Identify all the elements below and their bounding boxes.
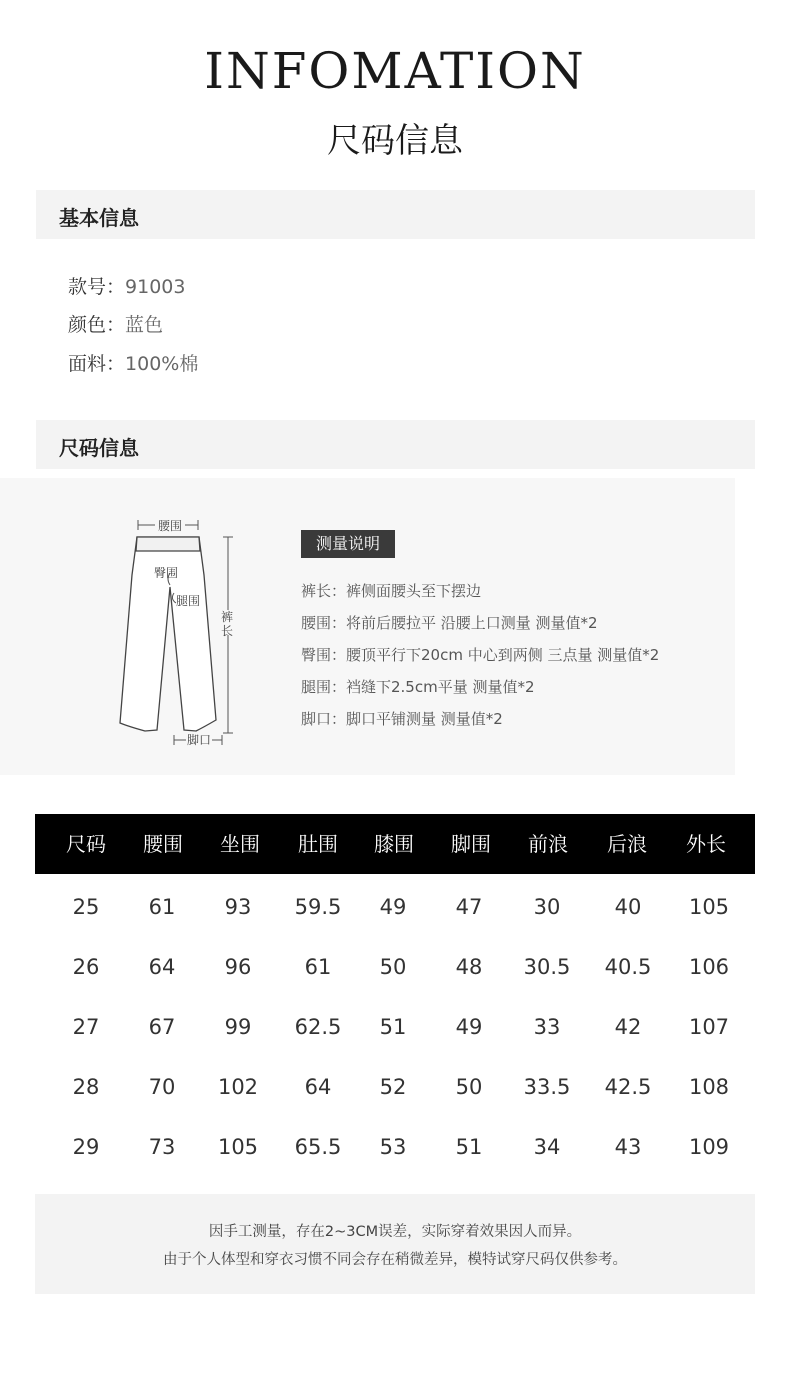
table-cell: 107	[688, 1015, 730, 1039]
table-row	[35, 877, 755, 937]
table-cell: 62.5	[294, 1015, 342, 1039]
column-header: 坐围	[220, 832, 260, 856]
table-cell: 96	[224, 955, 252, 979]
diagram-label-length-1: 裤	[221, 610, 234, 624]
measure-line-hem: 脚口：脚口平铺测量 测量值*2	[301, 710, 503, 728]
info-row-fabric	[68, 349, 198, 376]
column-header: 外长	[686, 832, 726, 856]
table-cell: 64	[148, 955, 176, 979]
measure-line-thigh: 腿围：裆缝下2.5cm平量 测量值*2	[301, 678, 535, 696]
table-cell: 106	[688, 955, 730, 979]
table-cell: 93	[224, 895, 252, 919]
column-header: 腰围	[143, 832, 183, 856]
info-row-color	[68, 310, 163, 337]
table-cell: 105	[688, 895, 730, 919]
table-row	[35, 937, 755, 997]
size-table-header	[35, 814, 755, 874]
column-header: 后浪	[607, 832, 647, 856]
diagram-label-thigh: 腿围	[176, 594, 201, 608]
table-cell: 49	[455, 1015, 483, 1039]
info-label: 款号：	[68, 276, 126, 298]
table-cell: 61	[304, 955, 332, 979]
table-row	[35, 997, 755, 1057]
disclaimer-line: 因手工测量，存在2~3CM误差，实际穿着效果因人而异。	[208, 1224, 582, 1240]
table-cell: 99	[224, 1015, 252, 1039]
measure-line-waist: 腰围：将前后腰拉平 沿腰上口测量 测量值*2	[301, 614, 598, 632]
size-info-header	[36, 420, 755, 469]
disclaimer-box	[35, 1194, 755, 1294]
info-value: 蓝色	[125, 314, 164, 336]
table-cell: 34	[533, 1135, 561, 1159]
column-header: 膝围	[374, 832, 414, 856]
table-cell: 29	[72, 1135, 100, 1159]
table-cell: 67	[148, 1015, 176, 1039]
info-label: 颜色：	[68, 314, 126, 336]
table-cell: 53	[379, 1135, 407, 1159]
table-cell: 33	[533, 1015, 561, 1039]
table-cell: 30	[533, 895, 561, 919]
diagram-label-hip: 臀围	[154, 566, 179, 580]
table-cell: 51	[455, 1135, 483, 1159]
column-header: 尺码	[66, 832, 106, 856]
table-cell: 33.5	[523, 1075, 571, 1099]
table-cell: 48	[455, 955, 483, 979]
table-cell: 25	[72, 895, 100, 919]
column-header: 脚围	[451, 832, 491, 856]
page-title-en: INFOMATION	[204, 42, 586, 100]
table-cell: 50	[379, 955, 407, 979]
table-row	[35, 1057, 755, 1117]
table-cell: 59.5	[294, 895, 342, 919]
pants-diagram	[100, 515, 260, 755]
table-cell: 64	[304, 1075, 332, 1099]
page-title-cn: 尺码信息	[327, 121, 463, 161]
column-header: 肚围	[298, 832, 338, 856]
table-cell: 50	[455, 1075, 483, 1099]
disclaimer-line: 由于个人体型和穿衣习惯不同会存在稍微差异，模特试穿尺码仅供参考。	[163, 1252, 627, 1268]
info-row-style	[68, 272, 185, 299]
table-cell: 40	[614, 895, 642, 919]
info-value: 91003	[125, 276, 186, 298]
column-header: 前浪	[528, 832, 568, 856]
basic-info-heading: 基本信息	[59, 206, 139, 230]
table-cell: 52	[379, 1075, 407, 1099]
table-cell: 30.5	[523, 955, 571, 979]
measure-line-hip: 臀围：腰顶平行下20cm 中心到两侧 三点量 测量值*2	[301, 646, 660, 664]
table-cell: 108	[688, 1075, 730, 1099]
table-cell: 42	[614, 1015, 642, 1039]
table-cell: 40.5	[604, 955, 652, 979]
info-label: 面料：	[68, 353, 126, 375]
table-cell: 27	[72, 1015, 100, 1039]
size-info-heading: 尺码信息	[59, 436, 139, 460]
info-value: 100%棉	[125, 353, 199, 375]
table-cell: 49	[379, 895, 407, 919]
table-cell: 65.5	[294, 1135, 342, 1159]
basic-info-header	[36, 190, 755, 239]
diagram-label-waist: 腰围	[157, 519, 183, 533]
diagram-label-length-2: 长	[221, 624, 234, 638]
table-cell: 109	[688, 1135, 730, 1159]
table-cell: 61	[148, 895, 176, 919]
table-cell: 42.5	[604, 1075, 652, 1099]
table-cell: 51	[379, 1015, 407, 1039]
table-cell: 70	[148, 1075, 176, 1099]
table-cell: 73	[148, 1135, 176, 1159]
table-cell: 105	[217, 1135, 259, 1159]
table-cell: 43	[614, 1135, 642, 1159]
diagram-label-hem: 脚口	[186, 733, 212, 747]
table-cell: 102	[217, 1075, 259, 1099]
measure-line-length: 裤长：裤侧面腰头至下摆边	[301, 582, 482, 600]
table-cell: 28	[72, 1075, 100, 1099]
table-cell: 26	[72, 955, 100, 979]
table-cell: 47	[455, 895, 483, 919]
measure-tag: 测量说明	[301, 530, 395, 558]
table-row	[35, 1117, 755, 1177]
